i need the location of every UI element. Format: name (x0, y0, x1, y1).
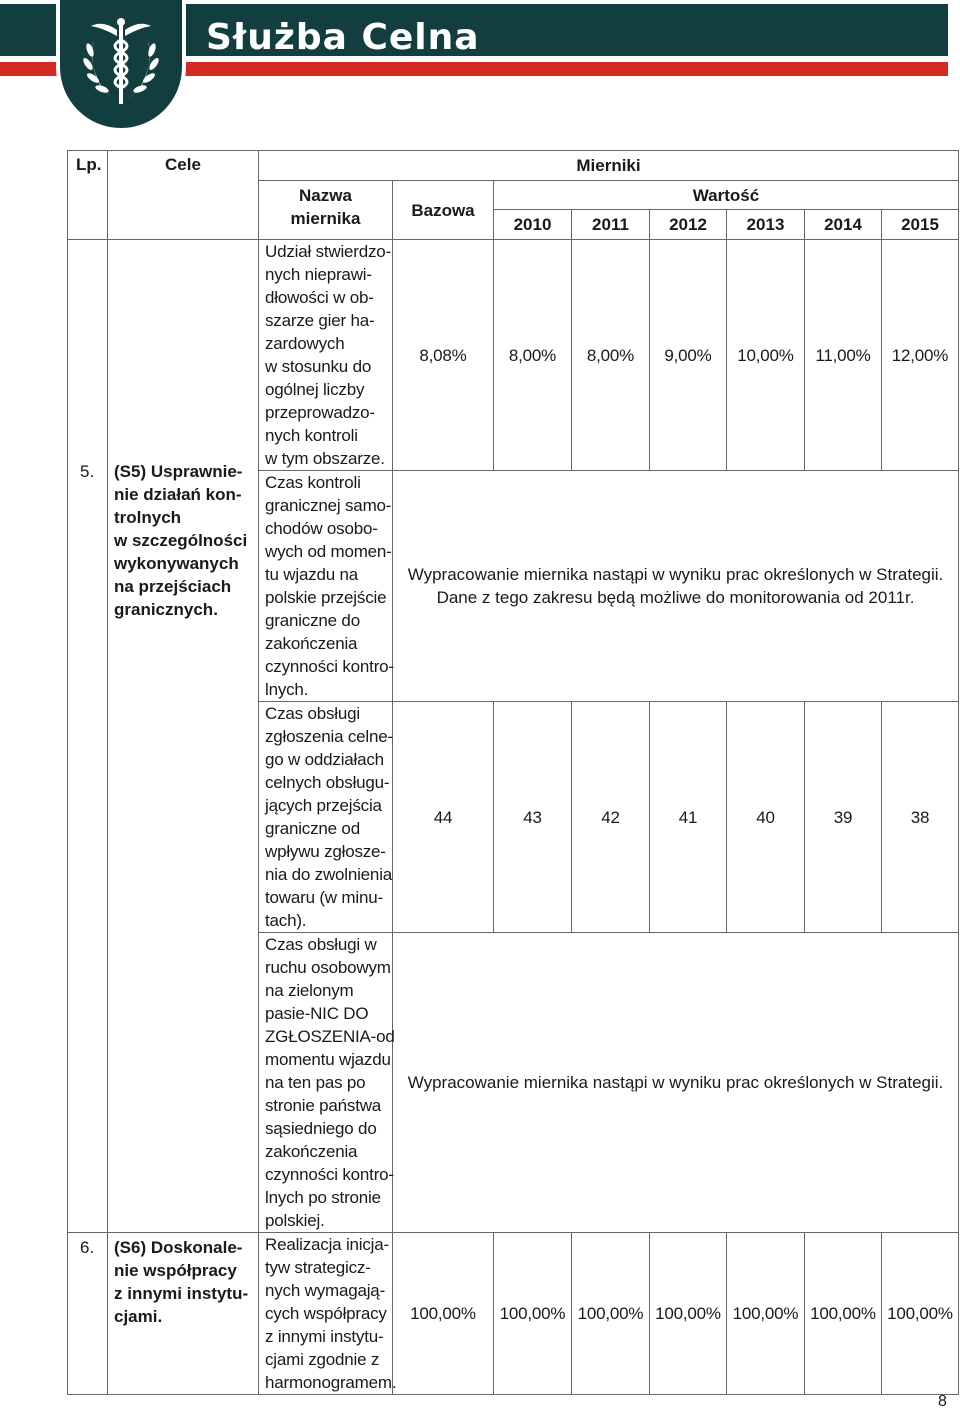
value-2012: 41 (650, 702, 727, 933)
page-header (0, 0, 960, 140)
header-bazowa: Bazowa (393, 181, 494, 240)
measure-note: Wypracowanie miernika nastąpi w wyniku prac określonych w Strategii. Dane z tego zakresu będą możliwe do monitorowania od 2011r. (393, 471, 959, 702)
measure-name: Czas kontroli granicznej samo- chodów osobo- wych od momen- tu wjazdu na polskie przejście graniczne do zakończenia czynności kontro- lnych. (259, 471, 393, 702)
value-2015: 38 (882, 702, 959, 933)
header-year: 2011 (572, 210, 650, 240)
header-lp: Lp. (68, 151, 108, 240)
value-2010: 100,00% (494, 1233, 572, 1395)
header-mierniki: Mierniki (259, 151, 959, 181)
value-2014: 39 (805, 702, 882, 933)
customs-caduceus-emblem-icon (60, 0, 182, 128)
value-2015: 100,00% (882, 1233, 959, 1395)
value-2015: 12,00% (882, 240, 959, 471)
value-2012: 100,00% (650, 1233, 727, 1395)
goal-number: 6. (80, 1238, 95, 1257)
measure-name: Udział stwierdzo- nych nieprawi- dłowości w ob- szarze gier ha- zardowych w stosunku do ogólnej liczby przeprowadzo- nych kontroli w tym obszarze. (259, 240, 393, 471)
header-cele: Cele (108, 151, 259, 240)
table-row (68, 240, 959, 471)
value-bazowa: 8,08% (393, 240, 494, 471)
value-2010: 8,00% (494, 240, 572, 471)
value-2014: 11,00% (805, 240, 882, 471)
value-2014: 100,00% (805, 1233, 882, 1395)
measure-name: Czas obsługi zgłoszenia celne- go w oddziałach celnych obsługu- jących przejścia graniczne od wpływu zgłosze- nia do zwolnienia towaru (w minu- tach). (259, 702, 393, 933)
header-year: 2012 (650, 210, 727, 240)
value-2013: 40 (727, 702, 805, 933)
value-2013: 10,00% (727, 240, 805, 471)
goal-number: 5. (80, 462, 95, 481)
header-year: 2010 (494, 210, 572, 240)
measures-table (67, 150, 959, 1395)
value-bazowa: 44 (393, 702, 494, 933)
goal-cell: (S5) Usprawnie- nie działań kon- trolnych w szczególności wykonywanych na przejściach granicznych. (108, 240, 259, 1233)
value-2013: 100,00% (727, 1233, 805, 1395)
goal-cell: (S6) Doskonale- nie współpracy z innymi instytu- cjami. (108, 1233, 259, 1395)
goal-number-cell (68, 240, 108, 1233)
measure-note: Wypracowanie miernika nastąpi w wyniku prac określonych w Strategii. (393, 933, 959, 1233)
header-year: 2013 (727, 210, 805, 240)
value-2011: 42 (572, 702, 650, 933)
measure-name: Czas obsługi w ruchu osobowym na zielonym pasie-NIC DO ZGŁOSZENIA-od momentu wjazdu na ten pas po stronie państwa sąsiedniego do zakończenia czynności kontro- lnych po stronie polskiej. (259, 933, 393, 1233)
measure-name: Realizacja inicja- tyw strategicz- nych wymagają- cych współpracy z innymi instytu- cjami zgodnie z harmonogramem. (259, 1233, 393, 1395)
goal-number-cell (68, 1233, 108, 1395)
page-number: 8 (938, 1393, 947, 1410)
header-year: 2015 (882, 210, 959, 240)
header-year: 2014 (805, 210, 882, 240)
value-bazowa: 100,00% (393, 1233, 494, 1395)
value-2010: 43 (494, 702, 572, 933)
value-2012: 9,00% (650, 240, 727, 471)
table-row (68, 1233, 959, 1395)
value-2011: 100,00% (572, 1233, 650, 1395)
header-wartosc: Wartość (494, 181, 959, 210)
brand-title: Służba Celna (206, 17, 480, 58)
header-nazwa-miernika: Nazwa miernika (259, 181, 393, 240)
value-2011: 8,00% (572, 240, 650, 471)
